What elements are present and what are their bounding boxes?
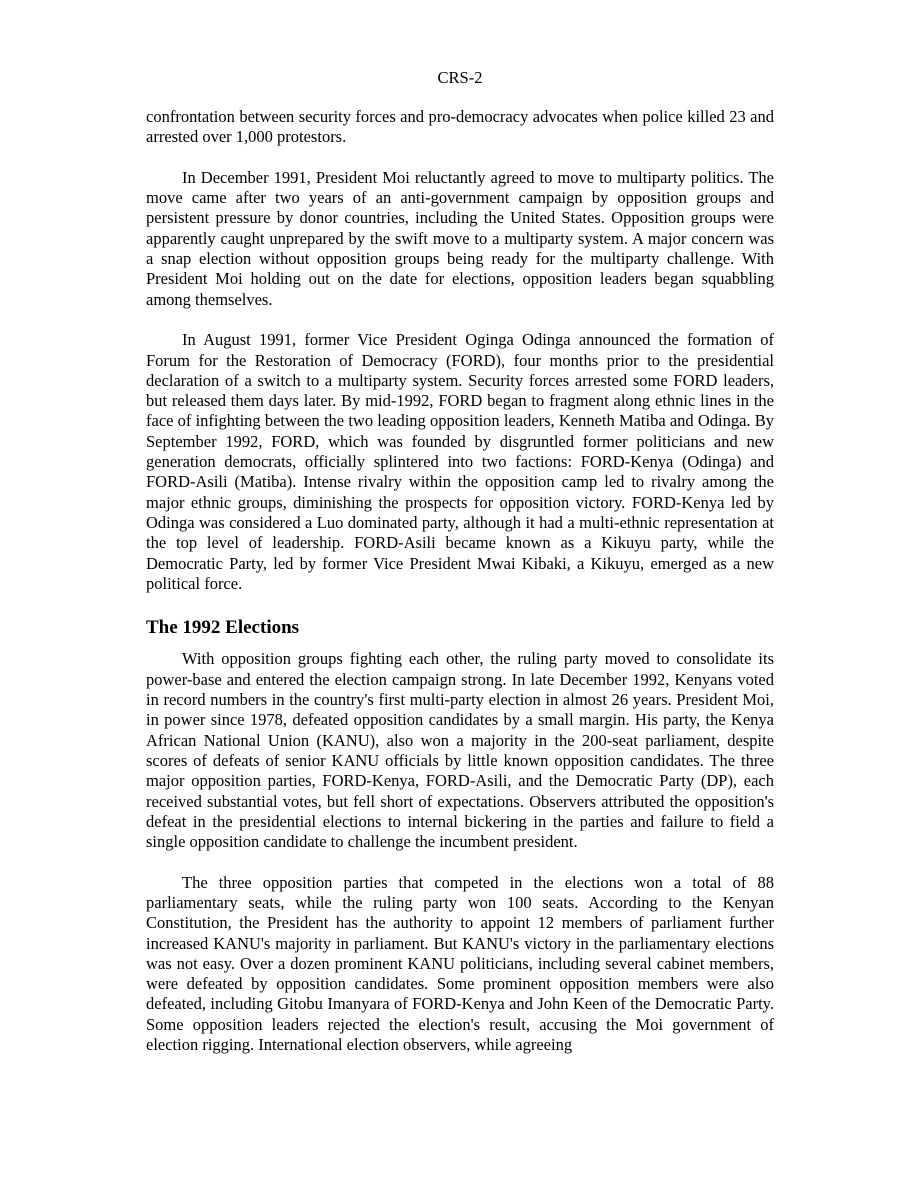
- paragraph-ford-formation: In August 1991, former Vice President Oginga Odinga announced the formation of Forum for the Restoration of Democracy (FORD), four months prior to the presidential declaration of a switch to a multiparty system. Security forces arrested some FORD leaders, but released them days later. By mid-1992, FORD began to fragment along ethnic lines in the face of infighting between the two leading opposition leaders, Kenneth Matiba and Odinga. By September 1992, FORD, which was founded by disgruntled former politicians and new generation democrats, officially splintered into two factions: FORD-Kenya (Odinga) and FORD-Asili (Matiba). Intense rivalry within the opposition camp led to rivalry among the major ethnic groups, diminishing the prospects for opposition victory. FORD-Kenya led by Odinga was considered a Luo dominated party, although it had a multi-ethnic representation at the top level of leadership. FORD-Asili became known as a Kikuyu party, while the Democratic Party, led by former Vice President Mwai Kibaki, a Kikuyu, emerged as a new political force.: [146, 330, 774, 593]
- paragraph-gap: [146, 852, 774, 872]
- paragraph-election-results: With opposition groups fighting each other, the ruling party moved to consolidate its power-base and entered the election campaign strong. In late December 1992, Kenyans voted in record numbers in the country's first multi-party election in almost 26 years. President Moi, in power since 1978, defeated opposition candidates by a small margin. His party, the Kenya African National Union (KANU), also won a majority in the 200-seat parliament, despite scores of defeats of senior KANU officials by little known opposition candidates. The three major opposition parties, FORD-Kenya, FORD-Asili, and the Democratic Party (DP), each received substantial votes, but fell short of expectations. Observers attributed the opposition's defeat in the presidential elections to internal bickering in the parties and failure to field a single opposition candidate to challenge the incumbent president.: [146, 649, 774, 852]
- paragraph-continuation: confrontation between security forces and pro-democracy advocates when police killed 23 and arrested over 1,000 protestors.: [146, 107, 774, 147]
- paragraph-gap: [146, 148, 774, 168]
- paragraph-gap: [146, 594, 774, 614]
- paragraph-multiparty-move: In December 1991, President Moi reluctantly agreed to move to multiparty politics. The move came after two years of an anti-government campaign by opposition groups and persistent pressure by donor countries, including the United States. Opposition groups were apparently caught unprepared by the swift move to a multiparty system. A major concern was a snap election without opposition groups being ready for the multiparty challenge. With President Moi holding out on the date for elections, opposition leaders began squabbling among themselves.: [146, 167, 774, 309]
- paragraph-gap: [146, 310, 774, 330]
- document-body: [146, 107, 774, 1055]
- section-heading: The 1992 Elections: [146, 617, 300, 639]
- page-number-header: CRS-2: [437, 68, 483, 87]
- paragraph-parliamentary-seats: The three opposition parties that competed in the elections won a total of 88 parliamentary seats, while the ruling party won 100 seats. According to the Kenyan Constitution, the President has the authority to appoint 12 members of parliament further increased KANU's majority in parliament. But KANU's victory in the parliamentary elections was not easy. Over a dozen prominent KANU politicians, including several cabinet members, were defeated by opposition candidates. Some prominent opposition members were also defeated, including Gitobu Imanyara of FORD-Kenya and John Keen of the Democratic Party. Some opposition leaders rejected the election's result, accusing the Moi government of election rigging. International election observers, while agreeing: [146, 872, 774, 1055]
